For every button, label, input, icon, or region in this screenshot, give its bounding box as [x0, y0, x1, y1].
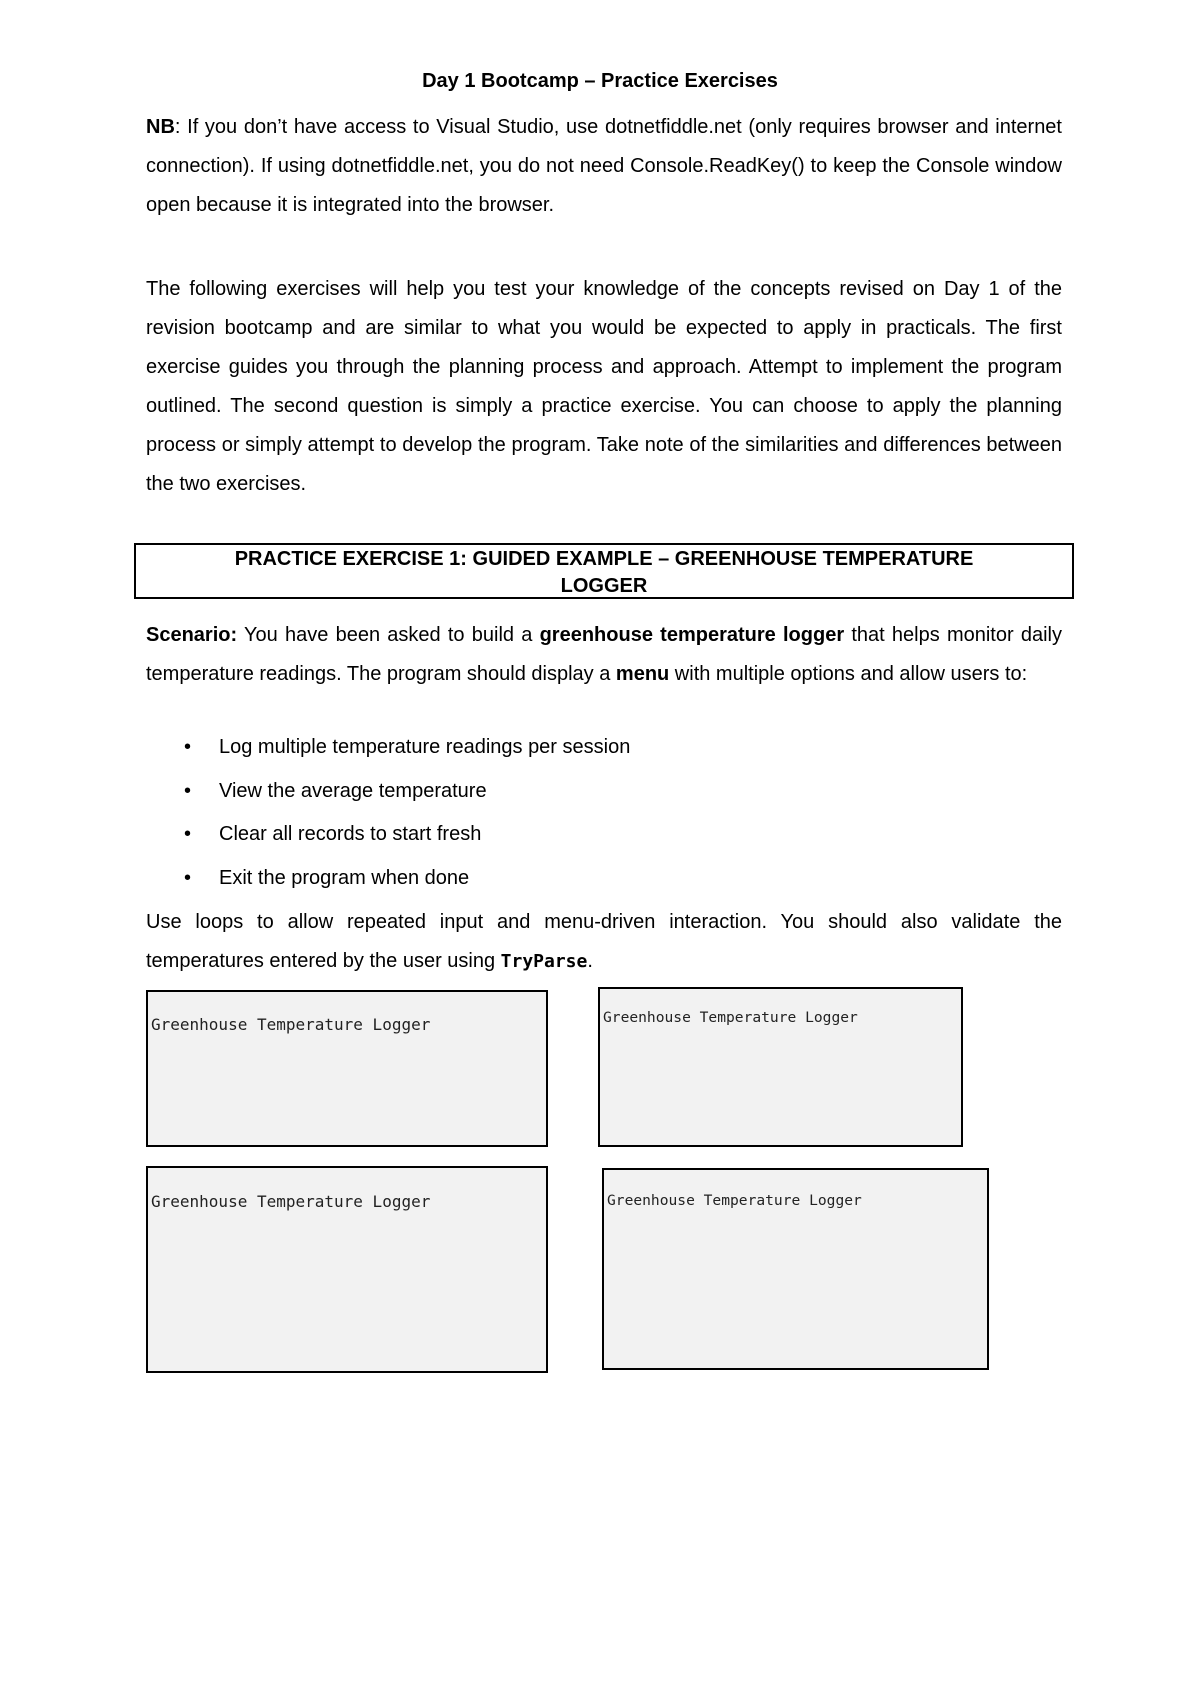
loops-end: .	[587, 950, 593, 972]
nb-label: NB	[146, 116, 175, 138]
scenario-label: Scenario:	[146, 624, 238, 646]
console-screenshot-menu	[146, 990, 548, 1147]
console-screenshot-second-temp	[602, 1168, 989, 1370]
loops-paragraph	[146, 903, 1062, 981]
console-title: Greenhouse Temperature Logger	[151, 1014, 431, 1034]
scenario-bold-logger: greenhouse temperature logger	[539, 624, 845, 646]
scenario-bold-menu: menu	[615, 663, 670, 685]
console-title: Greenhouse Temperature Logger	[607, 1191, 862, 1209]
list-item: • View the average temperature	[146, 779, 630, 823]
intro-paragraph: The following exercises will help you test your knowledge of the concepts revised on Day 1 of the revision bootcamp and are similar to what you would be expected to apply in practicals. The first exercise guides you through the planning process and approach. Attempt to implement the program outlined. The second question is simply a practice exercise. You can choose to apply the planning process or simply attempt to develop the program. Take note of the similarities and differences between the two exercises.	[146, 278, 1062, 495]
scenario-text-c: with multiple options and allow users to:	[669, 663, 1028, 685]
list-item: • Clear all records to start fresh	[146, 822, 630, 866]
tryparse-code: TryParse	[500, 951, 588, 972]
loops-text: Use loops to allow repeated input and menu-driven interaction. You should also validate the temperatures entered by the user using	[146, 911, 1062, 972]
exercise1-heading	[134, 543, 1074, 599]
console-title: Greenhouse Temperature Logger	[603, 1008, 858, 1026]
console-screenshot-enter-temp	[598, 987, 963, 1147]
nb-paragraph	[146, 108, 1062, 225]
scenario-text-b: that helps monitor daily temperature readings. The program should display a	[146, 624, 1062, 685]
scenario-text-a: You have been asked to build a	[237, 624, 540, 646]
list-item: • Exit the program when done	[146, 866, 630, 910]
exercise1-heading-line1: PRACTICE EXERCISE 1: GUIDED EXAMPLE – GREENHOUSE TEMPERATURE	[234, 548, 974, 570]
exercise1-heading-line2: LOGGER	[560, 575, 648, 597]
scenario-paragraph	[146, 616, 1062, 694]
nb-text: : If you don’t have access to Visual Studio, use dotnetfiddle.net (only requires browser and internet connection). If using dotnetfiddle.net, you do not need Console.ReadKey() to keep the Console window open because it is integrated into the browser.	[146, 116, 1062, 216]
console-title: Greenhouse Temperature Logger	[151, 1191, 431, 1211]
page-title: Day 1 Bootcamp – Practice Exercises	[422, 70, 778, 92]
console-screenshot-log-another	[146, 1166, 548, 1373]
feature-list	[146, 735, 630, 909]
list-item: • Log multiple temperature readings per session	[146, 735, 630, 779]
